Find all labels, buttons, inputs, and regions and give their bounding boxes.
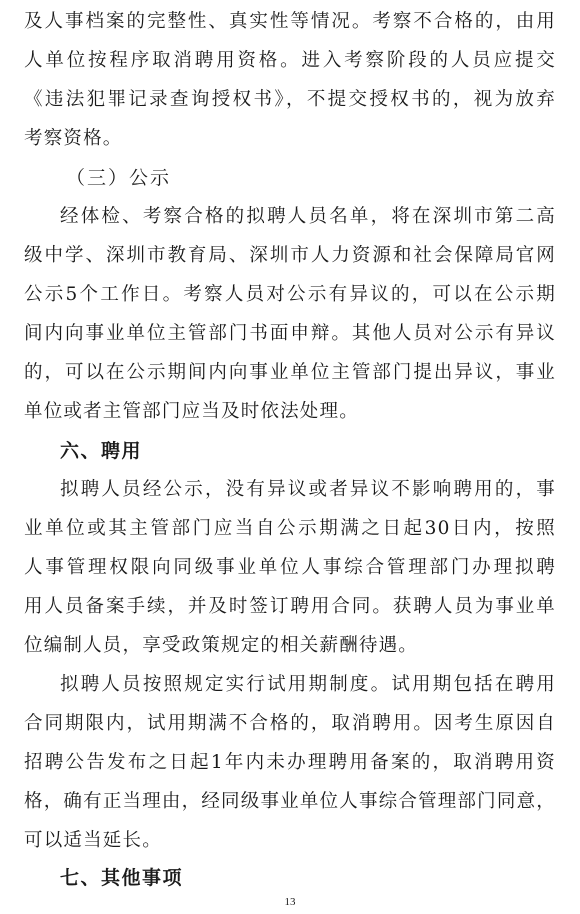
paragraph-line: 间内向事业单位主管部门书面申辩。其他人员对公示有异议 bbox=[24, 323, 556, 344]
paragraph-line: 用人员备案手续，并及时签订聘用合同。获聘人员为事业单 bbox=[24, 596, 556, 617]
paragraph-line: 考察资格。 bbox=[24, 128, 123, 149]
paragraph-line: 业单位或其主管部门应当自公示期满之日起30日内，按照 bbox=[24, 518, 556, 539]
paragraph-line: 经体检、考察合格的拟聘人员名单，将在深圳市第二高 bbox=[60, 206, 556, 227]
paragraph-line: 的，可以在公示期间内向事业单位主管部门提出异议，事业 bbox=[24, 362, 556, 383]
paragraph-line: 拟聘人员按照规定实行试用期制度。试用期包括在聘用 bbox=[60, 674, 556, 695]
paragraph-line: 公示5个工作日。考察人员对公示有异议的，可以在公示期 bbox=[24, 284, 556, 305]
paragraph-line: 级中学、深圳市教育局、深圳市人力资源和社会保障局官网 bbox=[24, 245, 556, 266]
paragraph-line: 格，确有正当理由，经同级事业单位人事综合管理部门同意， bbox=[24, 791, 556, 812]
paragraph-line: 可以适当延长。 bbox=[24, 830, 162, 851]
section-heading-publicity: （三）公示 bbox=[66, 167, 172, 189]
paragraph-line: 《违法犯罪记录查询授权书》，不提交授权书的，视为放弃 bbox=[24, 89, 556, 110]
section-heading-other: 七、其他事项 bbox=[60, 867, 184, 889]
paragraph-line: 合同期限内，试用期满不合格的，取消聘用。因考生原因自 bbox=[24, 713, 556, 734]
paragraph-line: 单位或者主管部门应当及时依法处理。 bbox=[24, 401, 359, 422]
paragraph-line: 拟聘人员经公示，没有异议或者异议不影响聘用的，事 bbox=[60, 479, 556, 500]
paragraph-line: 人事管理权限向同级事业单位人事综合管理部门办理拟聘 bbox=[24, 557, 556, 578]
paragraph-line: 人单位按程序取消聘用资格。进入考察阶段的人员应提交 bbox=[24, 50, 556, 71]
section-heading-hiring: 六、聘用 bbox=[60, 440, 143, 462]
paragraph-line: 及人事档案的完整性、真实性等情况。考察不合格的，由用 bbox=[24, 11, 556, 32]
page-number: 13 bbox=[284, 896, 296, 908]
paragraph-line: 招聘公告发布之日起1年内未办理聘用备案的，取消聘用资 bbox=[24, 752, 556, 773]
paragraph-line: 位编制人员，享受政策规定的相关薪酬待遇。 bbox=[24, 635, 419, 656]
